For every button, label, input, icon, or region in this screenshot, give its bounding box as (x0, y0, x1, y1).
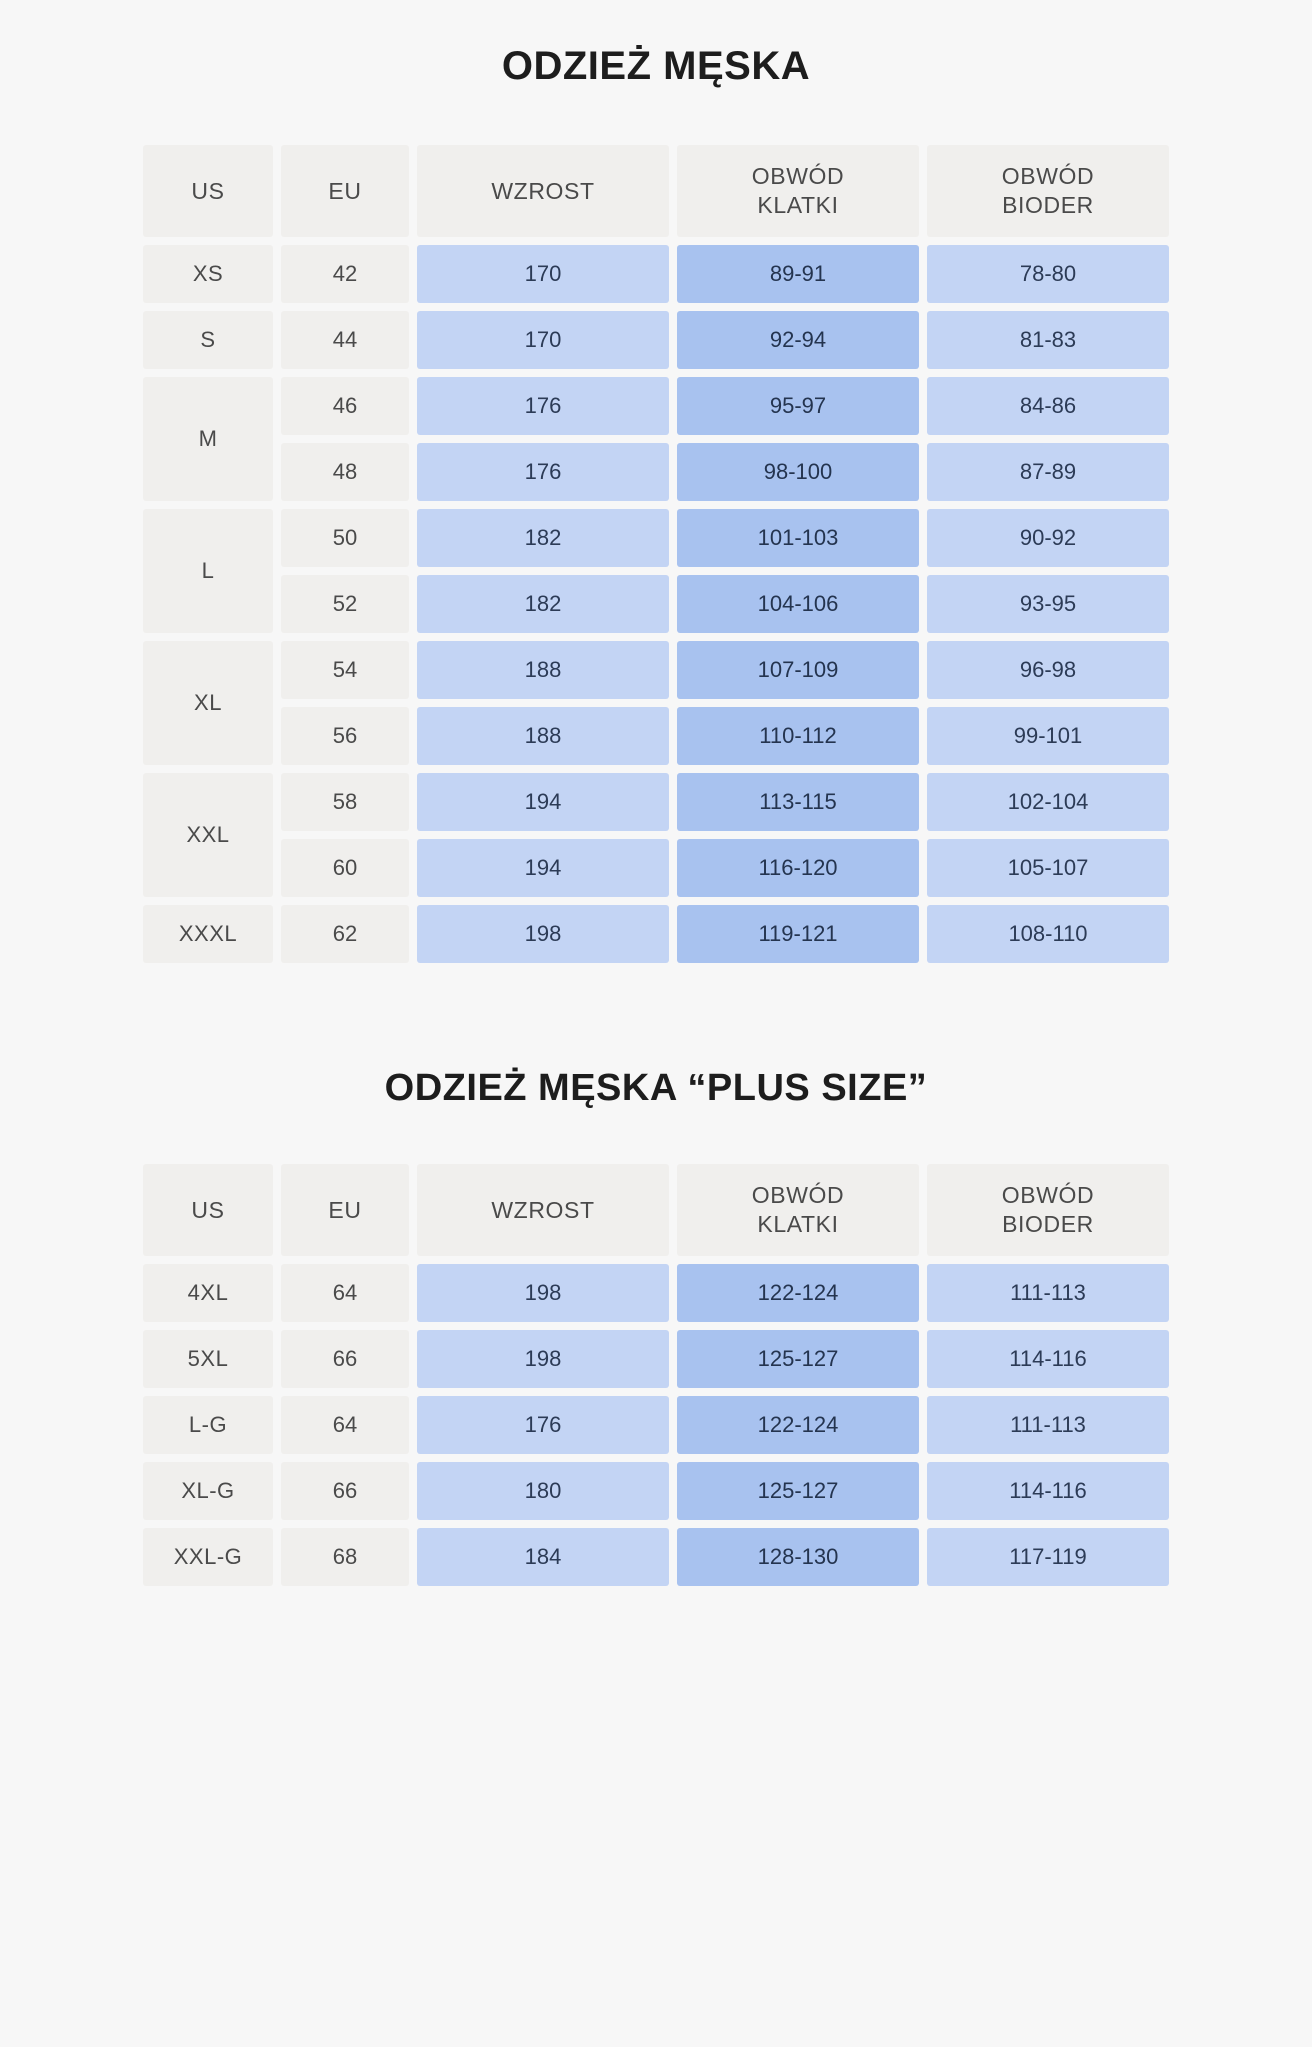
cell-us: M (143, 377, 273, 501)
cell-us: S (143, 311, 273, 369)
cell-eu: 66 (281, 1330, 409, 1388)
cell-wzrost: 170 (417, 245, 669, 303)
cell-bioder: 87-89 (927, 443, 1169, 501)
cell-bioder: 78-80 (927, 245, 1169, 303)
table-row (143, 443, 1169, 501)
cell-klatki: 98-100 (677, 443, 919, 501)
column-header-wzrost (417, 145, 669, 237)
column-header-klatki-line2: KLATKI (757, 192, 839, 218)
cell-eu: 64 (281, 1396, 409, 1454)
cell-eu: 60 (281, 839, 409, 897)
cell-wzrost: 188 (417, 707, 669, 765)
column-header-bioder-line2: BIODER (1002, 192, 1094, 218)
table-body-plus-size (143, 1264, 1169, 1586)
column-header-bioder-line2: BIODER (1002, 1211, 1094, 1237)
column-header-obwod-klatki (677, 145, 919, 237)
cell-eu: 64 (281, 1264, 409, 1322)
column-header-obwod-klatki (677, 1164, 919, 1256)
cell-wzrost: 170 (417, 311, 669, 369)
column-header-obwod-bioder (927, 1164, 1169, 1256)
column-header-us (143, 145, 273, 237)
column-header-us-line1: US (191, 177, 225, 204)
cell-us: L-G (143, 1396, 273, 1454)
table-header-plus-size (143, 1164, 1169, 1256)
cell-klatki: 113-115 (677, 773, 919, 831)
cell-us: 4XL (143, 1264, 273, 1322)
cell-bioder: 111-113 (927, 1396, 1169, 1454)
table-row (143, 245, 1169, 303)
cell-us: L (143, 509, 273, 633)
table-row (143, 509, 1169, 567)
cell-bioder: 84-86 (927, 377, 1169, 435)
column-header-eu (281, 145, 409, 237)
cell-klatki: 116-120 (677, 839, 919, 897)
cell-wzrost: 194 (417, 839, 669, 897)
cell-klatki: 119-121 (677, 905, 919, 963)
cell-klatki: 107-109 (677, 641, 919, 699)
cell-klatki: 122-124 (677, 1396, 919, 1454)
table-row (143, 311, 1169, 369)
column-header-us-line1: US (191, 1196, 225, 1223)
column-header-bioder-line1: OBWÓD (1001, 1182, 1095, 1209)
cell-wzrost: 176 (417, 1396, 669, 1454)
cell-wzrost: 198 (417, 1264, 669, 1322)
table-row (143, 1264, 1169, 1322)
cell-bioder: 96-98 (927, 641, 1169, 699)
column-header-eu-line1: EU (328, 177, 362, 204)
cell-eu: 44 (281, 311, 409, 369)
cell-wzrost: 182 (417, 575, 669, 633)
column-header-klatki-line1: OBWÓD (751, 163, 845, 190)
page-title-mens: ODZIEŻ MĘSKA (501, 44, 811, 88)
cell-klatki: 104-106 (677, 575, 919, 633)
table-row (143, 773, 1169, 831)
cell-eu: 46 (281, 377, 409, 435)
column-header-wzrost-line1: WZROST (491, 1196, 595, 1223)
cell-klatki: 125-127 (677, 1330, 919, 1388)
cell-wzrost: 176 (417, 443, 669, 501)
cell-eu: 56 (281, 707, 409, 765)
cell-klatki: 128-130 (677, 1528, 919, 1586)
cell-wzrost: 198 (417, 1330, 669, 1388)
table-header-row (143, 1164, 1169, 1256)
cell-klatki: 89-91 (677, 245, 919, 303)
cell-klatki: 110-112 (677, 707, 919, 765)
column-header-bioder-line1: OBWÓD (1001, 163, 1095, 190)
cell-bioder: 102-104 (927, 773, 1169, 831)
cell-klatki: 122-124 (677, 1264, 919, 1322)
cell-wzrost: 188 (417, 641, 669, 699)
column-header-klatki-line1: OBWÓD (751, 1182, 845, 1209)
cell-bioder: 99-101 (927, 707, 1169, 765)
table-row (143, 1462, 1169, 1520)
cell-klatki: 125-127 (677, 1462, 919, 1520)
cell-klatki: 92-94 (677, 311, 919, 369)
cell-us: 5XL (143, 1330, 273, 1388)
cell-us: XS (143, 245, 273, 303)
table-body-mens (143, 245, 1169, 963)
cell-wzrost: 198 (417, 905, 669, 963)
cell-bioder: 81-83 (927, 311, 1169, 369)
cell-us: XL-G (143, 1462, 273, 1520)
cell-eu: 54 (281, 641, 409, 699)
cell-bioder: 90-92 (927, 509, 1169, 567)
table-row (143, 905, 1169, 963)
cell-bioder: 105-107 (927, 839, 1169, 897)
cell-eu: 58 (281, 773, 409, 831)
cell-wzrost: 184 (417, 1528, 669, 1586)
size-table-plus-size (135, 1156, 1177, 1594)
cell-us: XXL-G (143, 1528, 273, 1586)
table-row (143, 1396, 1169, 1454)
table-row (143, 1330, 1169, 1388)
cell-wzrost: 180 (417, 1462, 669, 1520)
table-row (143, 575, 1169, 633)
cell-eu: 62 (281, 905, 409, 963)
cell-wzrost: 194 (417, 773, 669, 831)
page-title-plus-size: ODZIEŻ MĘSKA “PLUS SIZE” (384, 1067, 928, 1109)
cell-eu: 52 (281, 575, 409, 633)
cell-wzrost: 176 (417, 377, 669, 435)
table-row (143, 707, 1169, 765)
cell-eu: 50 (281, 509, 409, 567)
column-header-us (143, 1164, 273, 1256)
column-header-klatki-line2: KLATKI (757, 1211, 839, 1237)
table-row (143, 641, 1169, 699)
column-header-eu (281, 1164, 409, 1256)
column-header-obwod-bioder (927, 145, 1169, 237)
cell-us: XXL (143, 773, 273, 897)
cell-bioder: 114-116 (927, 1462, 1169, 1520)
cell-bioder: 108-110 (927, 905, 1169, 963)
cell-bioder: 93-95 (927, 575, 1169, 633)
cell-eu: 66 (281, 1462, 409, 1520)
table-header-row (143, 145, 1169, 237)
column-header-eu-line1: EU (328, 1196, 362, 1223)
cell-wzrost: 182 (417, 509, 669, 567)
cell-klatki: 95-97 (677, 377, 919, 435)
cell-eu: 68 (281, 1528, 409, 1586)
column-header-wzrost-line1: WZROST (491, 177, 595, 204)
table-row (143, 839, 1169, 897)
cell-klatki: 101-103 (677, 509, 919, 567)
table-row (143, 1528, 1169, 1586)
cell-bioder: 111-113 (927, 1264, 1169, 1322)
column-header-wzrost (417, 1164, 669, 1256)
table-row (143, 377, 1169, 435)
cell-bioder: 114-116 (927, 1330, 1169, 1388)
cell-us: XXXL (143, 905, 273, 963)
cell-bioder: 117-119 (927, 1528, 1169, 1586)
cell-eu: 48 (281, 443, 409, 501)
cell-us: XL (143, 641, 273, 765)
cell-eu: 42 (281, 245, 409, 303)
size-table-mens (135, 137, 1177, 971)
table-header-mens (143, 145, 1169, 237)
